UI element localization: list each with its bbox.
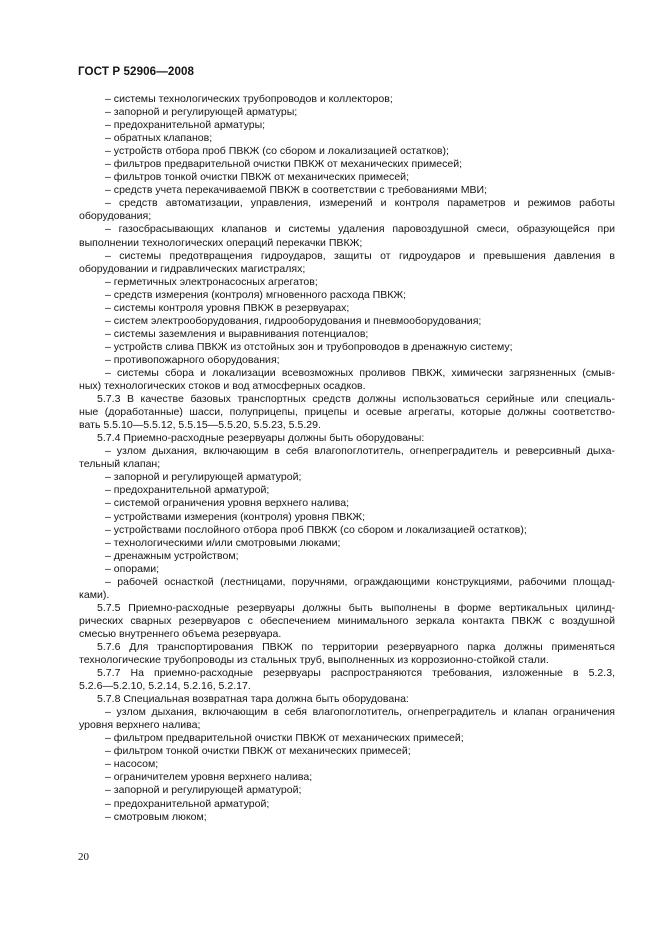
text-line: 5.2.6—5.2.10, 5.2.14, 5.2.16, 5.2.17. (79, 680, 251, 693)
page-number: 20 (78, 851, 89, 863)
text-line: – фильтров предварительной очистки ПВКЖ от механических примесей; (105, 158, 463, 171)
text-line: 5.7.7 На приемно-расходные резервуары распространяются требования, изложенные в 5.2.3, (97, 667, 615, 680)
text-line: – узлом дыхания, включающим в себя влагопоглотитель, огнепреградитель и реверсивный дыха- (105, 445, 615, 458)
standard-number-header: ГОСТ Р 52906—2008 (78, 65, 195, 78)
text-line: оборудовании и гидравлических магистралях; (79, 262, 306, 275)
text-line: – дренажным устройством; (105, 549, 239, 562)
text-line: – системы сбора и локализации всевозможных проливов ПВКЖ, химически загрязненных (смыв- (105, 366, 615, 379)
text-line: – запорной и регулирующей арматуры; (105, 106, 298, 119)
text-line: – технологическими и/или смотровыми люками; (105, 536, 341, 549)
text-line: уровня верхнего налива; (79, 719, 201, 732)
text-line: – опорами; (105, 562, 160, 575)
text-line: – фильтром тонкой очистки ПВКЖ от механических примесей; (105, 745, 411, 758)
text-line: ные (доработанные) шасси, полуприцепы, прицепы и осевые агрегаты, которые должны соответство- (79, 406, 615, 419)
text-line: – фильтром предварительной очистки ПВКЖ от механических примесей; (105, 732, 464, 745)
text-line: – системой ограничения уровня верхнего налива; (105, 497, 350, 510)
text-line: 5.7.5 Приемно-расходные резервуары должны быть выполнены в форме вертикальных цилинд- (97, 601, 615, 614)
text-line: – системы технологических трубопроводов и коллекторов; (105, 93, 393, 105)
text-line: – узлом дыхания, включающим в себя влагопоглотитель, огнепреградитель и клапан ограничения (105, 706, 615, 719)
text-line: – систем электрооборудования, гидрооборудования и пневмооборудования; (105, 314, 482, 327)
text-line: – фильтров тонкой очистки ПВКЖ от механических примесей; (105, 171, 410, 184)
text-line: – устройств отбора проб ПВКЖ (со сбором и локализацией остатков); (105, 145, 449, 158)
text-line: – предохранительной арматурой; (105, 484, 270, 497)
text-line: вать 5.5.10—5.5.12, 5.5.15—5.5.20, 5.5.23, 5.5.29. (79, 419, 321, 432)
text-line: 5.7.4 Приемно-расходные резервуары должны быть оборудованы: (97, 432, 425, 445)
text-line: – устройствами измерения (контроля) уровня ПВКЖ; (105, 510, 366, 523)
text-line: – газосбрасывающих клапанов и системы удаления паровоздушной смеси, образующейся при (105, 223, 615, 236)
text-line: – системы контроля уровня ПВКЖ в резервуарах; (105, 301, 350, 314)
text-line: – системы заземления и выравнивания потенциалов; (105, 327, 369, 340)
text-line: – смотровым люком; (105, 810, 207, 823)
text-line: ками). (79, 588, 110, 601)
text-line: – предохранительной арматурой; (105, 797, 270, 810)
text-line: смесью внутреннего объема резервуара. (79, 627, 282, 640)
text-line: – предохранительной арматуры; (105, 119, 266, 132)
text-line: – противопожарного оборудования; (105, 353, 280, 366)
text-line: ных) технологических стоков и вод атмосферных осадков. (79, 380, 366, 393)
text-line: 5.7.3 В качестве базовых транспортных средств должны использоваться серийные или специаль- (97, 393, 615, 406)
text-line: – герметичных электронасосных агрегатов; (105, 275, 318, 288)
text-line: выполнении технологических операций перекачки ПВКЖ; (79, 236, 363, 249)
text-line: – запорной и регулирующей арматурой; (105, 784, 302, 797)
text-line: рических сварных резервуаров с обеспечением минимального зеркала контакта ПВКЖ с воздушной (79, 614, 615, 627)
text-line: – рабочей оснасткой (лестницами, поручнями, ограждающими конструкциями, рабочими площад- (105, 575, 615, 588)
document-body (79, 93, 615, 824)
text-line: – средств автоматизации, управления, измерений и контроля параметров и режимов работы (105, 197, 615, 210)
text-line: – запорной и регулирующей арматурой; (105, 471, 302, 484)
text-line: – насосом; (105, 758, 159, 771)
text-line: – системы предотвращения гидроударов, защиты от гидроударов и превышения давления в (105, 249, 615, 262)
text-line: 5.7.8 Специальная возвратная тара должна быть оборудована: (97, 693, 409, 706)
text-line: – обратных клапанов; (105, 132, 213, 145)
text-line: – устройствами послойного отбора проб ПВКЖ (со сбором и локализацией остатков); (105, 523, 527, 536)
text-line: 5.7.6 Для транспортирования ПВКЖ по территории резервуарного парка должны применяться (97, 640, 615, 653)
text-line: – средств учета перекачиваемой ПВКЖ в соответствии с требованиями МВИ; (105, 184, 488, 197)
text-line: оборудования; (79, 210, 152, 223)
text-line: – ограничителем уровня верхнего налива; (105, 771, 313, 784)
text-line: – устройств слива ПВКЖ из отстойных зон и трубопроводов в дренажную систему; (105, 340, 513, 353)
text-line: технологические трубопроводы из стальных труб, выполненных из коррозионно-стойкой стали. (79, 654, 549, 667)
text-line: – средств измерения (контроля) мгновенного расхода ПВКЖ; (105, 288, 407, 301)
text-line: тельный клапан; (79, 458, 161, 471)
